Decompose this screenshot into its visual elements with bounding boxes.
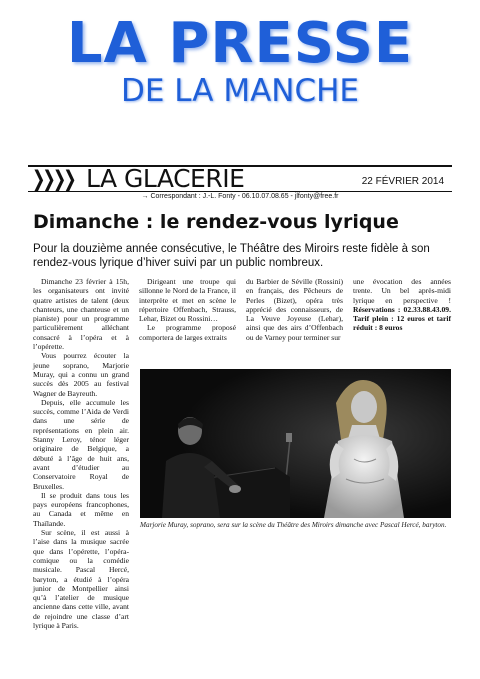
concert-photo-illustration (140, 369, 451, 518)
paragraph: Depuis, elle accumule les succès, comme l’Aida de Verdi dans une série de représentations en plein air. Stanny Leroy, ténor léger originaire de Belgique, a débuté à l’âge de huit ans, avant d’étudier au Conservatoire Royal de Bruxelles. (33, 397, 129, 491)
paragraph: du Barbier de Séville (Rossini) en français, des Pêcheurs de Perles (Bizet), opéra très apprécié des connaisseurs, de La Veuve Joyeuse (Lehar), ainsi que des airs d’Offenbach ou de Varney pour terminer sur (246, 277, 343, 342)
paragraph: Dirigeant une troupe qui sillonne le Nord de la France, il interprète et met en scène le répertoire Offenbach, Strauss, Lehar, Bizet ou Rossini… (139, 277, 236, 324)
article-headline: Dimanche : le rendez-vous lyrique (33, 211, 399, 233)
section-arrows-icon: ❯❯❯❯ (32, 165, 74, 192)
paragraph: Dimanche 23 février à 15h, les organisateurs ont invité quatre artistes de talent (deux chanteurs, une chanteuse et un pianiste) pour un programme particulièrement alléchant consacré à l’opéra et à l’opérette. (33, 277, 129, 352)
section-name: LA GLACERIE (86, 164, 245, 193)
article-column-1 (33, 277, 129, 630)
correspondent-line: → Correspondant : J.-L. Fonty - 06.10.07.08.65 - jlfonty@free.fr (141, 193, 339, 200)
reservation-info: Réservations : 02.33.88.43.09. Tarif plein : 12 euros et tarif réduit : 8 euros (353, 304, 451, 333)
photo-caption: Marjorie Muray, soprano, sera sur la scène du Théâtre des Miroirs dimanche avec Pascal Hercé, baryton. (140, 521, 447, 529)
paragraph-text: une évocation des années trente. Un bel après-midi lyrique en perspective ! (353, 277, 451, 305)
issue-date: 22 FÉVRIER 2014 (361, 176, 444, 187)
paragraph: Vous pourrez écouter la jeune soprano, Marjorie Muray, qui a connu un grand succès dès 2005 au festival Wagner de Bayreuth. (33, 351, 129, 398)
masthead-subtitle: DE LA MANCHE (120, 73, 360, 109)
masthead-title: LA PRESSE (66, 11, 414, 76)
paragraph: Sur scène, il est aussi à l’aise dans la musique sacrée que dans l’opérette, l’opéra-comique ou la comédie musicale. Pascal Hercé, baryton, a étudié à l’opéra junior de Montpellier ainsi qu’à l’atelier de musique ancienne dans cette ville, avant de rejoindre une classe d’art lyrique à Paris. (33, 528, 129, 630)
article-column-2 (139, 277, 236, 342)
article-lede: Pour la douzième année consécutive, le Théâtre des Miroirs reste fidèle à son rendez-vous lyrique d’hiver suivi par un public nombreux. (33, 243, 430, 269)
article-column-4 (353, 277, 451, 333)
article-column-3 (246, 277, 343, 342)
paragraph: Il se produit dans tous les pays européens francophones, au Canada et même en Thaïlande. (33, 490, 129, 528)
article-photo (140, 369, 451, 518)
paragraph (353, 277, 451, 333)
paragraph: Le programme proposé comportera de larges extraits (139, 323, 236, 342)
